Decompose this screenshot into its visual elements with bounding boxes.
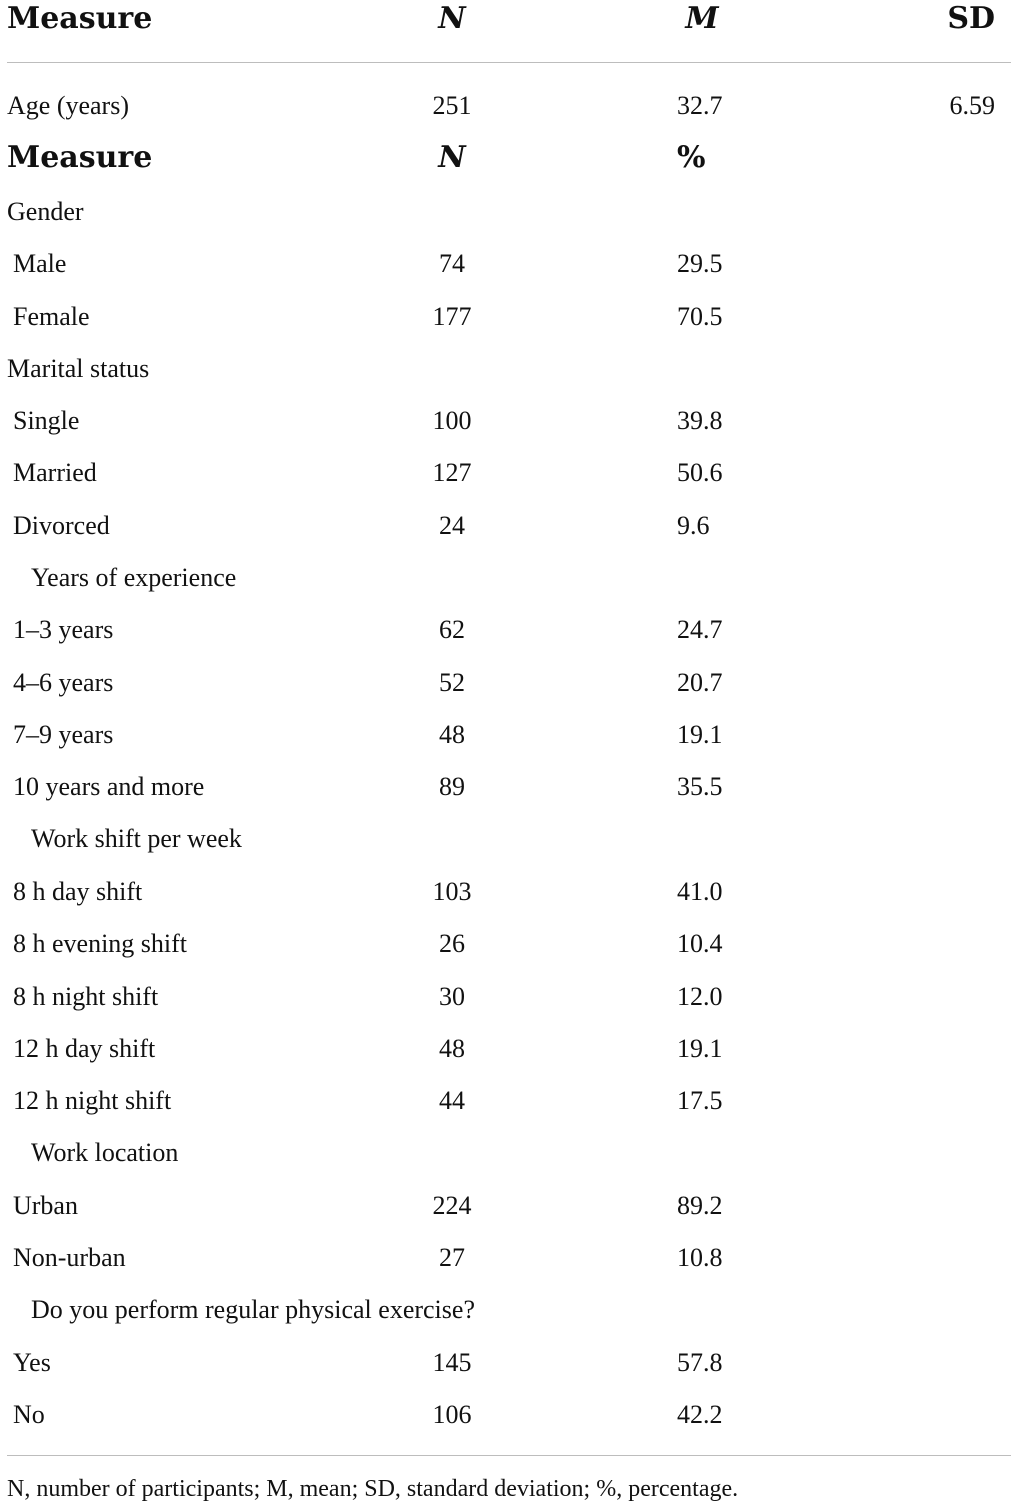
row-label: No [13, 1400, 45, 1429]
table-header-row [0, 0, 1017, 45]
age-label: Age (years) [7, 91, 129, 120]
row-label: 4–6 years [13, 668, 114, 697]
table-row [0, 1023, 1017, 1075]
header-sd: SD [947, 1, 995, 36]
row-percent: 12.0 [677, 982, 723, 1011]
row-n: 26 [439, 929, 465, 958]
category-label: Work location [31, 1138, 179, 1167]
row-n: 44 [439, 1086, 465, 1115]
header-measure: Measure [7, 1, 153, 36]
row-percent: 10.4 [677, 929, 723, 958]
row-n: 27 [439, 1243, 465, 1272]
table-row [0, 395, 1017, 447]
row-label: 12 h night shift [13, 1086, 172, 1115]
row-n: 103 [432, 877, 472, 906]
header-rule [7, 62, 1011, 63]
row-n: 100 [432, 406, 472, 435]
row-n: 74 [439, 249, 465, 278]
row-n: 89 [439, 772, 465, 801]
row-percent: 41.0 [677, 877, 723, 906]
table-row [0, 866, 1017, 918]
subheader-row [0, 132, 1017, 184]
header-m: M [685, 1, 719, 36]
table-row [0, 971, 1017, 1023]
row-label: Non-urban [13, 1243, 126, 1272]
table-row [0, 1180, 1017, 1232]
table-row [0, 1075, 1017, 1127]
category-row [0, 552, 1017, 604]
category-row [0, 1127, 1017, 1179]
category-label: Gender [7, 197, 84, 226]
row-percent: 70.5 [677, 302, 723, 331]
category-row [0, 343, 1017, 395]
table-row [0, 709, 1017, 761]
row-n: 52 [439, 668, 465, 697]
row-label: 10 years and more [13, 772, 205, 801]
row-percent: 24.7 [677, 615, 723, 644]
row-label: Male [13, 249, 67, 278]
category-label: Do you perform regular physical exercise? [31, 1295, 475, 1324]
row-n: 145 [432, 1348, 472, 1377]
row-n: 62 [439, 615, 465, 644]
footer-rule [7, 1455, 1011, 1456]
table-footnote: N, number of participants; M, mean; SD, standard deviation; %, percentage. [7, 1476, 739, 1502]
age-row [0, 80, 1017, 132]
row-label: 8 h night shift [13, 982, 159, 1011]
header-n: N [438, 1, 466, 36]
row-n: 24 [439, 511, 465, 540]
table-row [0, 657, 1017, 709]
row-percent: 39.8 [677, 406, 723, 435]
row-label: Yes [13, 1348, 51, 1377]
row-n: 106 [432, 1400, 472, 1429]
row-percent: 10.8 [677, 1243, 723, 1272]
row-n: 224 [432, 1191, 472, 1220]
row-percent: 20.7 [677, 668, 723, 697]
row-percent: 17.5 [677, 1086, 723, 1115]
age-n: 251 [432, 91, 472, 120]
row-n: 127 [432, 458, 472, 487]
row-percent: 19.1 [677, 720, 723, 749]
row-n: 48 [439, 720, 465, 749]
row-label: Single [13, 406, 80, 435]
row-percent: 50.6 [677, 458, 723, 487]
subheader-percent: % [677, 140, 706, 175]
table-row [0, 761, 1017, 813]
row-n: 30 [439, 982, 465, 1011]
table-row [0, 1389, 1017, 1441]
row-label: Female [13, 302, 90, 331]
table-row [0, 1232, 1017, 1284]
table-row [0, 447, 1017, 499]
age-sd: 6.59 [949, 91, 995, 120]
row-percent: 57.8 [677, 1348, 723, 1377]
row-label: Urban [13, 1191, 78, 1220]
row-percent: 9.6 [677, 511, 710, 540]
age-mean: 32.7 [677, 91, 723, 120]
row-label: Married [13, 458, 97, 487]
table-row [0, 604, 1017, 656]
subheader-n: N [438, 140, 466, 175]
row-label: Divorced [13, 511, 110, 540]
row-label: 8 h day shift [13, 877, 143, 906]
table-row [0, 1337, 1017, 1389]
row-label: 7–9 years [13, 720, 114, 749]
row-percent: 35.5 [677, 772, 723, 801]
category-label: Marital status [7, 354, 150, 383]
category-row [0, 1284, 1017, 1336]
category-label: Years of experience [31, 563, 237, 592]
table-row [0, 918, 1017, 970]
row-label: 8 h evening shift [13, 929, 188, 958]
row-label: 1–3 years [13, 615, 114, 644]
category-label: Work shift per week [31, 824, 242, 853]
subheader-measure: Measure [7, 140, 153, 175]
table-row [0, 238, 1017, 290]
row-percent: 19.1 [677, 1034, 723, 1063]
row-n: 48 [439, 1034, 465, 1063]
row-percent: 89.2 [677, 1191, 723, 1220]
row-label: 12 h day shift [13, 1034, 156, 1063]
row-percent: 42.2 [677, 1400, 723, 1429]
row-n: 177 [432, 302, 472, 331]
category-row [0, 813, 1017, 865]
row-percent: 29.5 [677, 249, 723, 278]
category-row [0, 186, 1017, 238]
table-row [0, 291, 1017, 343]
table-row [0, 500, 1017, 552]
